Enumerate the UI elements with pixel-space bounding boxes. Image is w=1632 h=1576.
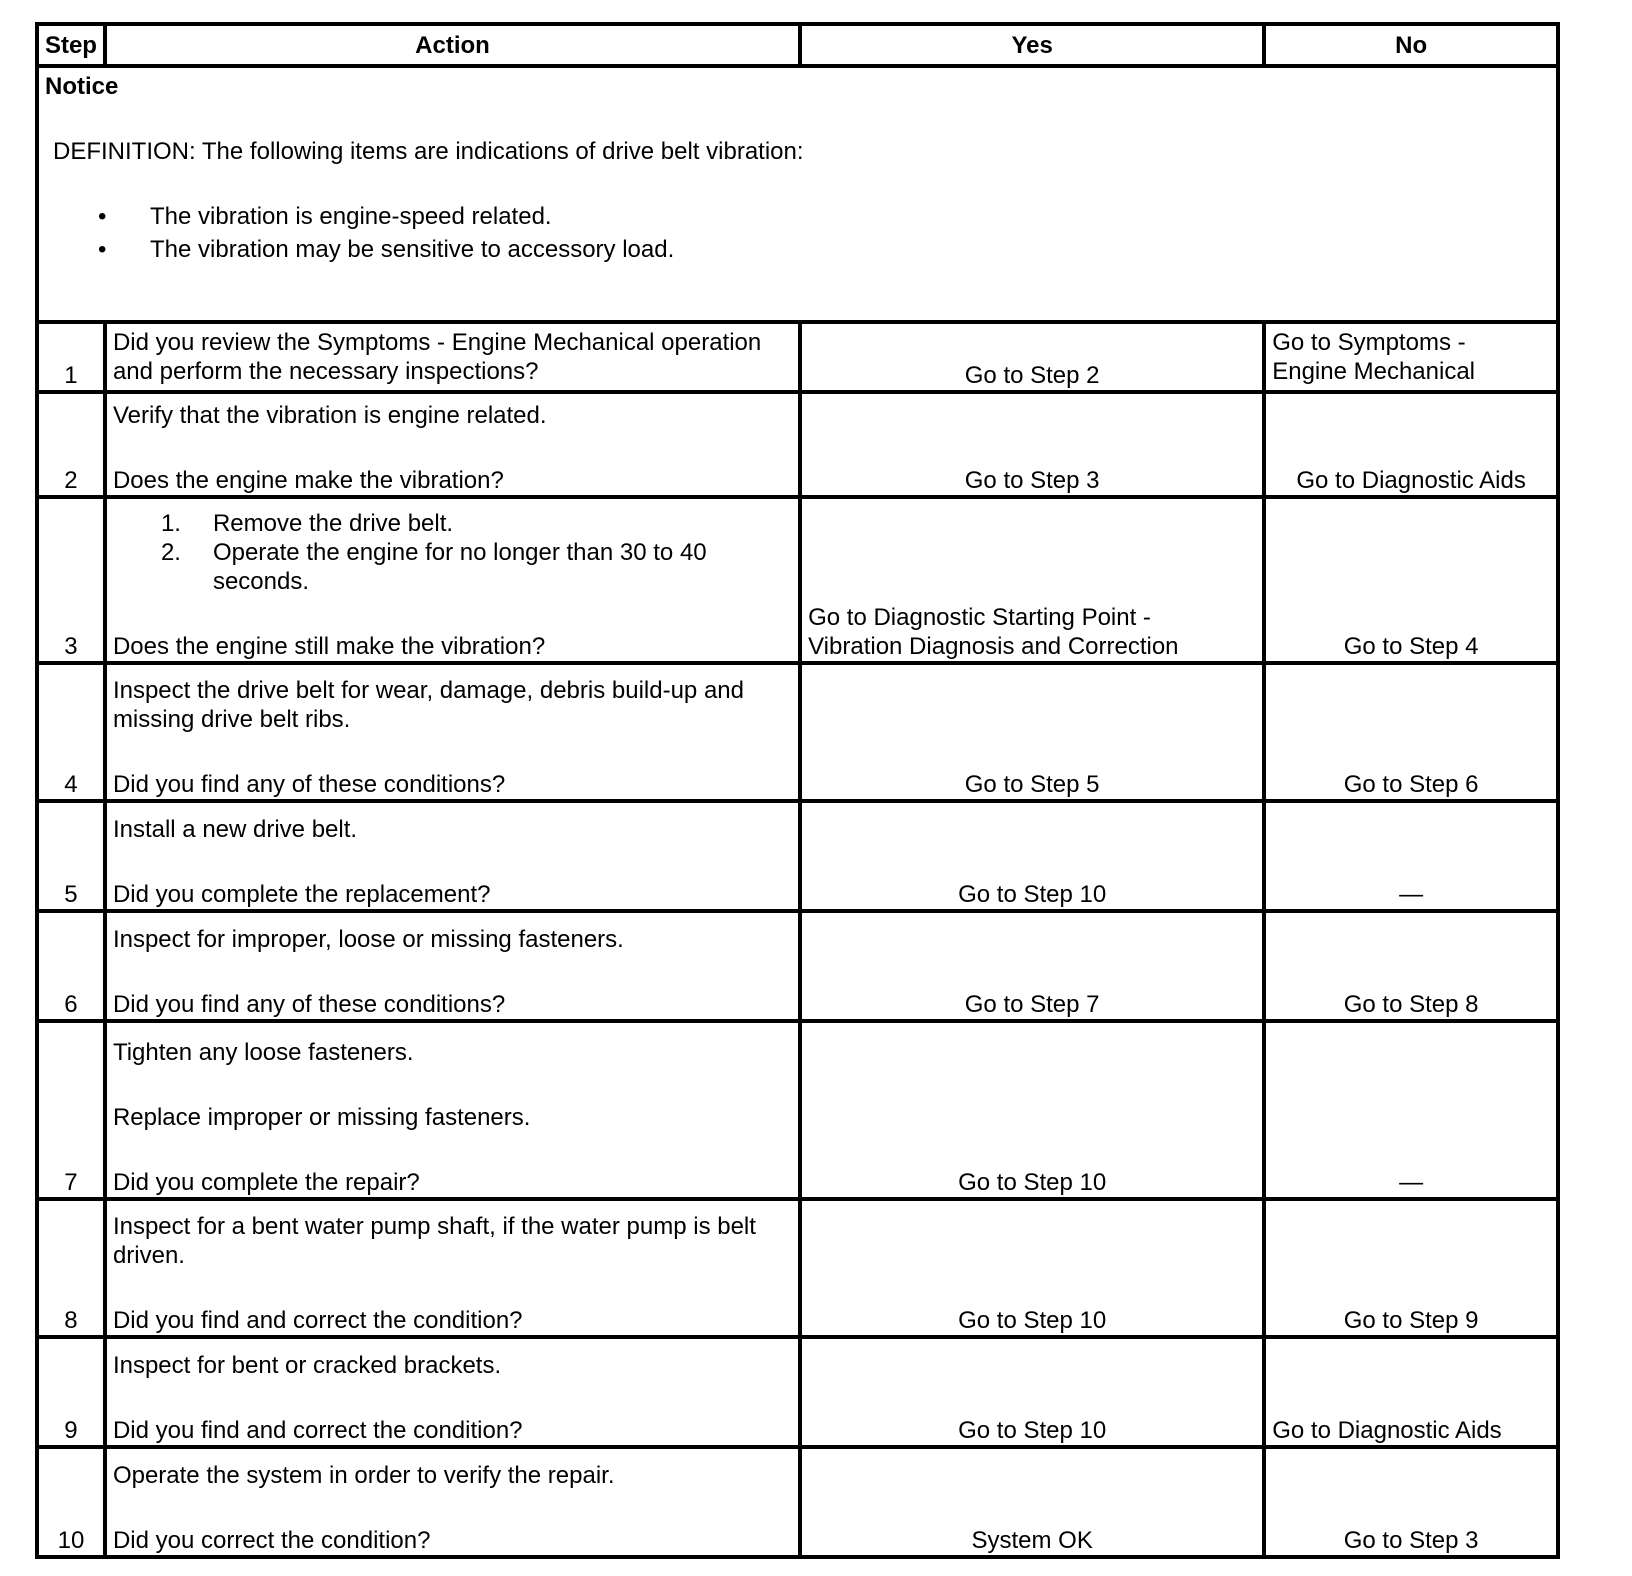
action-cell [105,1199,800,1337]
list-number: 2. [160,539,181,566]
step-number: 4 [37,663,105,801]
action-question: Did you find any of these conditions? [112,771,506,798]
step-number: 8 [37,1199,105,1337]
bullet-text: The vibration is engine-speed related. [150,203,552,230]
action-question: Did you complete the repair? [112,1169,420,1196]
action-question: Did you correct the condition? [112,1527,431,1554]
yes-cell: Go to Step 10 [800,1199,1264,1337]
action-text: Tighten any loose fasteners. [112,1039,414,1066]
action-cell [105,1337,800,1447]
action-text: driven. [112,1242,185,1269]
action-question: Did you find and correct the condition? [112,1307,523,1334]
bullet-text: The vibration may be sensitive to accessory load. [150,236,675,263]
list-text: Remove the drive belt. [212,510,454,537]
action-text: Operate the system in order to verify the repair. [112,1462,615,1489]
action-question: Does the engine still make the vibration? [112,633,546,660]
yes-cell: System OK [800,1447,1264,1557]
action-text: Inspect for improper, loose or missing fasteners. [112,926,624,953]
header-step: Step [37,24,105,66]
notice-cell [37,66,1558,322]
action-text: Install a new drive belt. [112,816,358,843]
no-cell: — [1264,1021,1558,1199]
action-cell [105,1021,800,1199]
no-text: Go to Symptoms - [1272,329,1466,356]
no-cell: — [1264,801,1558,911]
list-number: 1. [160,510,181,537]
step-number: 7 [37,1021,105,1199]
action-text: Inspect for a bent water pump shaft, if the water pump is belt [112,1213,756,1240]
table-row [37,1337,1558,1447]
action-text: Did you review the Symptoms - Engine Mechanical operation [112,329,762,356]
yes-cell [800,497,1264,663]
yes-cell: Go to Step 10 [800,1021,1264,1199]
yes-cell: Go to Step 7 [800,911,1264,1021]
list-item [45,202,1550,235]
yes-cell: Go to Step 10 [800,801,1264,911]
yes-cell: Go to Step 10 [800,1337,1264,1447]
header-yes: Yes [800,24,1264,66]
step-number: 3 [37,497,105,663]
numbered-list [113,509,792,596]
no-cell: Go to Diagnostic Aids [1264,1337,1558,1447]
table-row [37,801,1558,911]
table-row [37,1199,1558,1337]
notice-definition: DEFINITION: The following items are indications of drive belt vibration: [53,138,804,165]
table-row [37,392,1558,497]
list-text: Operate the engine for no longer than 30 to 40 seconds. [212,539,707,595]
notice-bullet-list [45,202,1550,268]
no-cell: Go to Diagnostic Aids [1264,392,1558,497]
action-cell [105,1447,800,1557]
notice-title: Notice [45,73,119,100]
action-cell [105,322,800,392]
table-row [37,663,1558,801]
table-row [37,322,1558,392]
table-row [37,497,1558,663]
action-text: and perform the necessary inspections? [112,358,539,385]
list-item [113,509,792,538]
no-cell: Go to Step 4 [1264,497,1558,663]
table-row [37,1021,1558,1199]
list-item [45,235,1550,268]
step-number: 9 [37,1337,105,1447]
step-number: 5 [37,801,105,911]
yes-cell: Go to Step 2 [800,322,1264,392]
yes-text: Go to Diagnostic Starting Point - [808,604,1151,631]
notice-row [37,66,1558,322]
action-question: Did you complete the replacement? [112,881,491,908]
no-text: Engine Mechanical [1272,358,1476,385]
no-cell: Go to Step 9 [1264,1199,1558,1337]
table-row [37,911,1558,1021]
step-number: 10 [37,1447,105,1557]
table-row [37,1447,1558,1557]
action-text: Inspect for bent or cracked brackets. [112,1352,502,1379]
action-question: Does the engine make the vibration? [112,467,504,494]
list-item [113,538,792,596]
action-cell [105,911,800,1021]
yes-cell: Go to Step 3 [800,392,1264,497]
action-cell [105,497,800,663]
header-action: Action [105,24,800,66]
yes-text: Vibration Diagnosis and Correction [808,633,1179,660]
action-text: Verify that the vibration is engine related. [112,402,547,429]
no-cell: Go to Step 3 [1264,1447,1558,1557]
diagnostic-table [35,22,1560,1559]
header-row [37,24,1558,66]
no-cell [1264,322,1558,392]
action-cell [105,392,800,497]
step-number: 1 [37,322,105,392]
action-text: Replace improper or missing fasteners. [112,1104,531,1131]
action-cell [105,801,800,911]
bullet-icon: • [98,236,107,263]
action-cell [105,663,800,801]
no-cell: Go to Step 8 [1264,911,1558,1021]
no-cell: Go to Step 6 [1264,663,1558,801]
action-question: Did you find and correct the condition? [112,1417,523,1444]
step-number: 2 [37,392,105,497]
step-number: 6 [37,911,105,1021]
action-text: missing drive belt ribs. [112,706,351,733]
yes-cell: Go to Step 5 [800,663,1264,801]
bullet-icon: • [98,203,107,230]
action-question: Did you find any of these conditions? [112,991,506,1018]
header-no: No [1264,24,1558,66]
action-text: Inspect the drive belt for wear, damage, debris build-up and [112,677,744,704]
